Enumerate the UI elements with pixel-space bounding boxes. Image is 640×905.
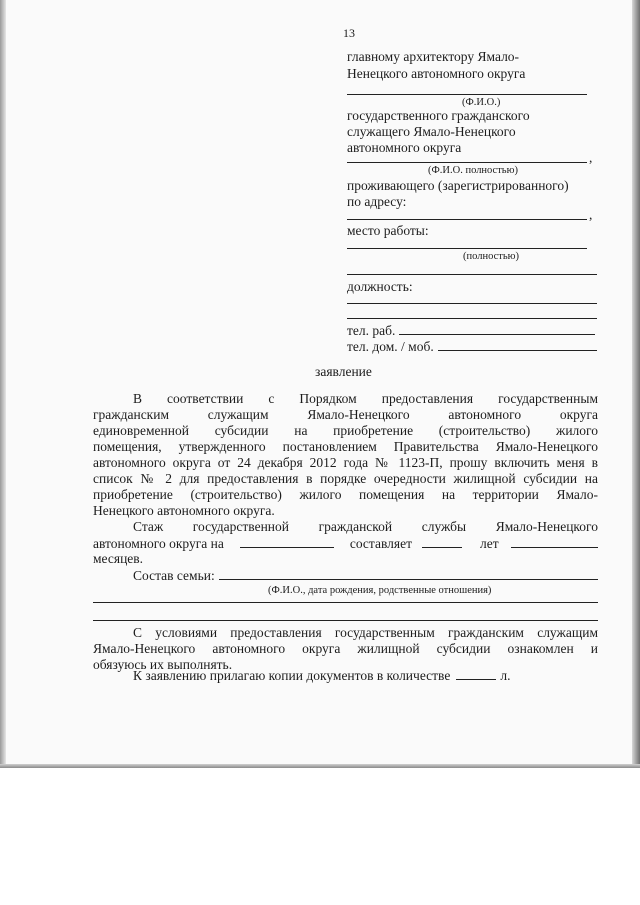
body-p1-line-4: помещения, утвержденного постановлением Правительства Ямало-Ненецкого: [93, 439, 598, 454]
service-amounts-label: составляет: [349, 536, 412, 551]
addressee-line-1: главному архитектору Ямало-: [347, 49, 520, 64]
addressee-line-2: Ненецкого автономного округа: [347, 66, 526, 81]
phone-home-row: [347, 338, 597, 355]
body-p1-line-3: единовременной субсидии на приобретение (строительство) жилого: [93, 423, 598, 438]
body-p3-line-3: обязуюсь их выполнять.: [93, 657, 233, 672]
body-p3-line-2: Ямало-Ненецкого автономного округа жилищной субсидии ознакомлен и: [93, 641, 598, 656]
body-p1-line-2: гражданским служащим Ямало-Ненецкого автономного округа: [93, 407, 598, 422]
attachments-label: К заявлению прилагаю копии документов в количестве: [133, 668, 451, 683]
phone-work-row: [347, 322, 595, 339]
address-comma: ,: [589, 207, 593, 222]
position-label: должность:: [347, 279, 413, 294]
family-label: Состав семьи:: [133, 568, 215, 583]
position-line-2: [347, 318, 597, 319]
phone-home-label: тел. дом. / моб.: [347, 339, 434, 354]
body-p2-line-2: [93, 535, 598, 552]
residing-line-1: проживающего (зарегистрированного): [347, 178, 569, 193]
address-line: [347, 219, 587, 220]
body-p1-line-5: автономного округа от 24 декабря 2012 года № 1123-П, прошу включить меня в: [93, 455, 598, 470]
phone-work-line: [399, 322, 595, 335]
family-caption: (Ф.И.О., дата рождения, родственные отношения): [268, 585, 492, 596]
applicant-line-2: служащего Ямало-Ненецкого: [347, 124, 516, 139]
body-p1-line-7: приобретение (строительство) жилого помещения на территории Ямало-: [93, 487, 598, 502]
scan-right-edge: [632, 0, 640, 768]
scan-bottom-edge: [0, 764, 640, 768]
workplace-line-2: [347, 274, 597, 275]
body-p1-line-8: Ненецкого автономного округа.: [93, 503, 275, 518]
body-p3-line-1: С условиями предоставления государственным гражданским служащим: [133, 625, 598, 640]
years-blank: [422, 535, 462, 548]
addressee-fio-caption: (Ф.И.О.): [462, 97, 501, 108]
months-label: месяцев.: [93, 551, 144, 566]
family-line-2: [93, 602, 598, 603]
years-label: лет: [480, 536, 499, 551]
workplace-line: [347, 248, 587, 249]
attachments-row: [133, 667, 553, 684]
residing-line-2: по адресу:: [347, 194, 407, 209]
workplace-caption: (полностью): [463, 251, 519, 262]
phone-work-label: тел. раб.: [347, 323, 396, 338]
document-title: заявление: [315, 364, 372, 379]
page-number: 13: [343, 26, 355, 40]
applicant-line-3: автономного округа: [347, 140, 462, 155]
applicant-fio-line: [347, 162, 587, 163]
service-date-blank: [240, 535, 334, 548]
position-line-1: [347, 303, 597, 304]
applicant-line-1: государственного гражданского: [347, 108, 530, 123]
body-p2-line-1: Стаж государственной гражданской службы Ямало-Ненецкого: [133, 519, 598, 534]
applicant-fio-caption: (Ф.И.О. полностью): [428, 165, 518, 176]
service-term-label: автономного округа на: [93, 536, 224, 551]
family-line-3: [93, 620, 598, 621]
attachments-count-blank: [456, 667, 496, 680]
applicant-fio-comma: ,: [589, 150, 593, 165]
body-p1-line-1: В соответствии с Порядком предоставления государственным: [133, 391, 598, 406]
addressee-fio-line: [347, 94, 587, 95]
attachments-unit: л.: [500, 668, 511, 683]
phone-home-line: [438, 338, 597, 351]
scan-left-edge: [0, 0, 6, 768]
body-p1-line-6: список № 2 для предоставления в порядке очередности жилищной субсидии на: [93, 471, 598, 486]
family-row: [133, 567, 598, 584]
family-line-1: [219, 567, 598, 580]
months-blank: [511, 535, 598, 548]
workplace-label: место работы:: [347, 223, 429, 238]
